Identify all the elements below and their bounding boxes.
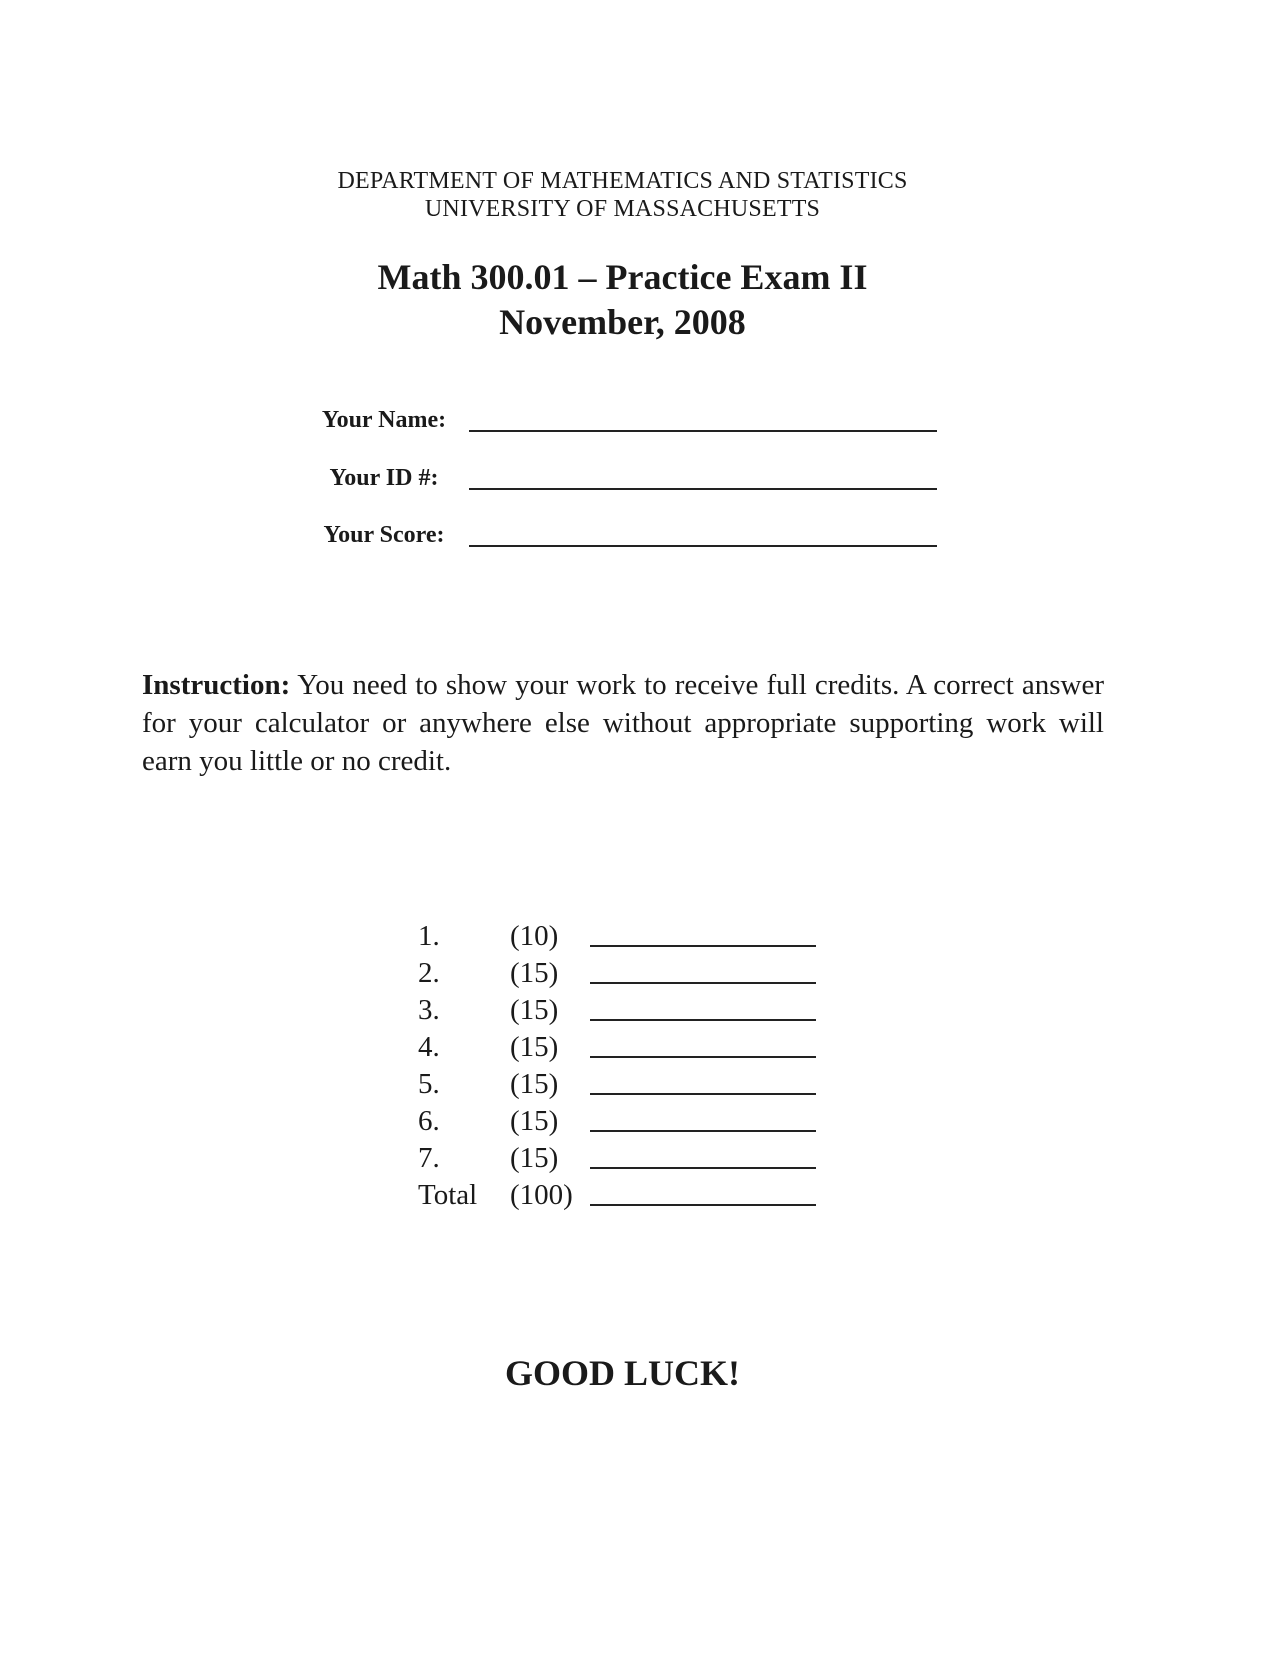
score-blank[interactable] bbox=[590, 982, 816, 984]
score-blank[interactable] bbox=[590, 1056, 816, 1058]
name-field-line[interactable] bbox=[469, 430, 937, 432]
score-row bbox=[418, 1064, 816, 1101]
name-field[interactable] bbox=[305, 398, 937, 432]
score-row bbox=[418, 1138, 816, 1175]
problem-points: (15) bbox=[510, 1105, 559, 1137]
exam-title: Math 300.01 – Practice Exam II bbox=[377, 257, 868, 297]
problem-points: (15) bbox=[510, 1142, 559, 1174]
closing-message: GOOD LUCK! bbox=[504, 1353, 740, 1393]
id-field-label: Your ID #: bbox=[329, 465, 439, 491]
instruction-lead: Instruction: bbox=[142, 669, 291, 701]
score-field[interactable] bbox=[305, 513, 937, 547]
problem-points: (15) bbox=[510, 957, 559, 989]
problem-points: (15) bbox=[510, 1031, 559, 1063]
score-blank[interactable] bbox=[590, 1019, 816, 1021]
total-score-blank[interactable] bbox=[590, 1204, 816, 1206]
instruction-body: You need to show your work to receive full credits. A correct answer for your calculator or anywhere else without appropriate supporting work will earn you little or no credit. bbox=[142, 669, 1104, 777]
score-row bbox=[418, 1101, 816, 1138]
score-blank[interactable] bbox=[590, 945, 816, 947]
problem-number: 2. bbox=[418, 957, 440, 989]
problem-points: (15) bbox=[510, 994, 559, 1026]
score-row bbox=[418, 990, 816, 1027]
score-table bbox=[418, 916, 816, 1212]
problem-number: 7. bbox=[418, 1142, 440, 1174]
score-blank[interactable] bbox=[590, 1093, 816, 1095]
problem-number: 1. bbox=[418, 920, 440, 952]
total-points: (100) bbox=[510, 1179, 573, 1211]
problem-points: (15) bbox=[510, 1068, 559, 1100]
problem-number: 4. bbox=[418, 1031, 440, 1063]
score-blank[interactable] bbox=[590, 1167, 816, 1169]
problem-number: 3. bbox=[418, 994, 440, 1026]
university-name: UNIVERSITY OF MASSACHUSETTS bbox=[424, 196, 821, 222]
score-row bbox=[418, 1027, 816, 1064]
problem-number: 6. bbox=[418, 1105, 440, 1137]
score-row-total bbox=[418, 1175, 816, 1212]
total-label: Total bbox=[418, 1179, 478, 1211]
problem-number: 5. bbox=[418, 1068, 440, 1100]
id-field[interactable] bbox=[305, 456, 937, 490]
score-field-line[interactable] bbox=[469, 545, 937, 547]
score-blank[interactable] bbox=[590, 1130, 816, 1132]
score-field-label: Your Score: bbox=[323, 522, 445, 548]
instruction-paragraph bbox=[142, 666, 1104, 780]
id-field-line[interactable] bbox=[469, 488, 937, 490]
problem-points: (10) bbox=[510, 920, 559, 952]
exam-date: November, 2008 bbox=[499, 302, 746, 342]
name-field-label: Your Name: bbox=[321, 407, 447, 433]
score-row bbox=[418, 916, 816, 953]
score-row bbox=[418, 953, 816, 990]
department-name: DEPARTMENT OF MATHEMATICS AND STATISTICS bbox=[337, 168, 908, 194]
